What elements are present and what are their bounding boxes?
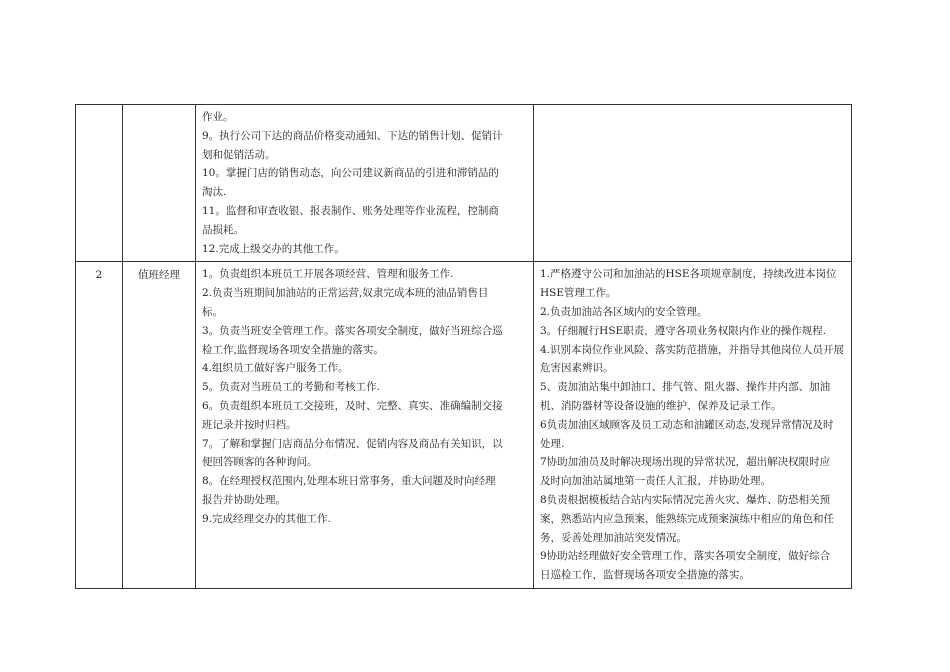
duty-line: 3。负责当班安全管理工作。落实各项安全制度，做好当班综合巡 — [202, 324, 503, 337]
hse-line: 6负责加油区域顾客及员工动态和油罐区动态,发现异常情况及时 — [540, 418, 834, 431]
position-cell — [123, 262, 196, 589]
job-duty-table — [75, 104, 852, 589]
hse-line: 务，妥善处理加油站突发情况。 — [540, 531, 687, 544]
row-number-cell — [76, 105, 123, 262]
duty-line: 班记录并按时归档。 — [202, 418, 297, 431]
hse-duties-cell — [534, 105, 852, 262]
duties-cell — [196, 262, 534, 589]
row-number-cell — [76, 262, 123, 589]
duty-line: 9.完成经理交办的其他工作. — [202, 512, 331, 525]
duty-line: 8。在经理授权范围内,处理本班日常事务，重大问题及时向经理 — [202, 475, 496, 488]
duty-line: 11。监督和审查收银、报表制作、账务处理等作业流程，控制商 — [202, 204, 499, 217]
duty-line: 4.组织员工做好客户服务工作。 — [202, 362, 349, 375]
duty-line: 1。负责组织本班员工开展各项经营、管理和服务工作. — [202, 268, 454, 281]
duty-line: 淘汰. — [202, 186, 227, 199]
duty-line: 12.完成上级交办的其他工作。 — [202, 242, 345, 255]
hse-line: 2.负责加油站各区域内的安全管理。 — [540, 305, 708, 318]
duty-line: 6。负责组织本班员工交接班，及时、完整、真实、准确编制交接 — [202, 399, 503, 412]
hse-line: 5、责加油站集中卸油口、排气管、阻火器、操作井内部、加油 — [540, 381, 831, 394]
hse-line: 日巡检工作，监督现场各项安全措施的落实。 — [540, 569, 750, 582]
duty-line: 10。掌握门店的销售动态，向公司建议新商品的引进和滞销品的 — [202, 167, 499, 180]
hse-line: 危害因素辨识。 — [540, 362, 614, 375]
row-number: 2 — [95, 269, 103, 282]
duties-cell — [196, 105, 534, 262]
hse-line: 1.严格遵守公司和加油站的HSE各项规章制度，持续改进本岗位 — [540, 268, 837, 281]
duty-line: 标。 — [202, 305, 223, 318]
position-cell — [123, 105, 196, 262]
duty-line: 便回答顾客的各种询问。 — [202, 456, 318, 469]
hse-duties-cell — [534, 262, 852, 589]
hse-line: 8负责根据模板结合站内实际情况完善火灾、爆炸、防恐相关预 — [540, 493, 831, 506]
duty-line: 9。执行公司下达的商品价格变动通知、下达的销售计划、促销计 — [202, 129, 503, 142]
hse-line: 4.识别本岗位作业风险、落实防范措施，并指导其他岗位人员开展 — [540, 343, 845, 356]
duty-line: 2.负责当班期间加油站的正常运营,奴隶完成本班的油品销售目 — [202, 287, 489, 300]
hse-line: 9协助站经理做好安全管理工作，落实各项安全制度，做好综合 — [540, 550, 831, 563]
duty-line: 作业。 — [202, 111, 234, 123]
table-row — [76, 105, 852, 262]
duty-line: 报告并协助处理。 — [202, 493, 286, 506]
duty-line: 检工作,监督现场各项安全措施的落实。 — [202, 343, 384, 356]
table-row — [76, 262, 852, 589]
hse-line: 处理. — [540, 437, 565, 450]
hse-line: 案，熟悉站内应急预案，能熟练完成预案演练中相应的角色和任 — [540, 512, 834, 525]
position-name: 值班经理 — [138, 269, 180, 282]
hse-line: 3。仔细履行HSE职责，遵守各项业务权限内作业的操作规程. — [540, 324, 827, 337]
hse-line: 7协助加油员及时解决现场出现的异常状况，超出解决权限时应 — [540, 456, 831, 469]
duty-line: 7。了解和掌握门店商品分布情况、促销内容及商品有关知识，以 — [202, 437, 503, 450]
hse-line: 及时向加油站属地第一责任人汇报，并协助处理。 — [540, 475, 771, 488]
duty-line: 品损耗。 — [202, 223, 244, 236]
duty-line: 5。负责对当班员工的考勤和考核工作. — [202, 381, 381, 394]
hse-line: 机、消防器材等设备设施的维护、保养及记录工作。 — [540, 399, 782, 412]
duty-line: 划和促销活动。 — [202, 148, 276, 161]
hse-line: HSE管理工作。 — [540, 287, 617, 300]
